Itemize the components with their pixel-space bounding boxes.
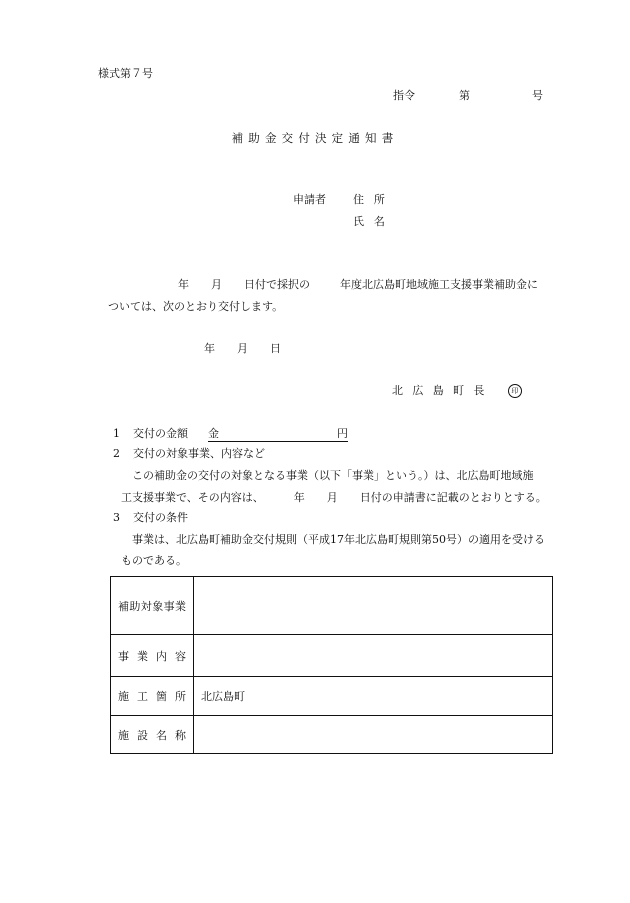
item-2-tsuki: 月	[326, 491, 338, 504]
item-3-text-2: ものである。	[121, 554, 187, 567]
address-label: 住所	[353, 193, 395, 206]
item-3-label: 交付の条件	[133, 511, 188, 524]
item-2-text-2	[121, 491, 547, 505]
date-nen: 年	[204, 342, 215, 355]
table-value-cell	[194, 716, 553, 754]
table-header-cell	[111, 716, 194, 754]
table-row	[111, 716, 553, 754]
item-2-label: 交付の対象事業、内容など	[133, 447, 265, 460]
issue-date	[204, 342, 281, 356]
body-line-2: ついては、次のとおり交付します。	[108, 300, 284, 313]
body-line-1	[178, 278, 538, 292]
table-header-cell	[111, 677, 194, 716]
ref-dai: 第	[459, 89, 470, 102]
item-2-text-1: この補助金の交付の対象となる事業（以下「事業」という。）は、北広島町地域施	[132, 469, 534, 482]
applicant-label: 申請者	[293, 193, 326, 206]
amount-field	[208, 427, 348, 442]
reference-number	[393, 89, 543, 103]
amount-kin: 金	[208, 427, 219, 440]
table-value-cell	[194, 635, 553, 677]
item-3	[113, 511, 188, 525]
item-2	[113, 447, 265, 461]
table-row	[111, 635, 553, 677]
table-header-cell	[111, 577, 194, 635]
table-row	[111, 577, 553, 635]
ref-prefix: 指令	[393, 89, 415, 102]
table-value-cell	[194, 577, 553, 635]
body-hi: 日付で採択の	[244, 278, 310, 291]
seal-icon: 印	[508, 384, 522, 398]
date-hi: 日	[270, 342, 281, 355]
body-nen: 年	[178, 278, 189, 291]
item-2-text-a: 工支援事業で、その内容は、	[121, 491, 264, 504]
row-label: 施工箇所	[118, 690, 186, 703]
mayor-title: 北広島町長	[392, 384, 494, 397]
item-1-number: 1	[113, 427, 120, 440]
date-tsuki: 月	[237, 342, 248, 355]
item-3-number: 3	[113, 511, 120, 524]
item-2-number: 2	[113, 447, 120, 460]
table-row	[111, 677, 553, 716]
item-2-nen: 年	[293, 491, 305, 504]
body-project-year: 年度北広島町地域施工支援事業補助金に	[340, 278, 538, 291]
item-1-label: 交付の金額	[133, 427, 188, 440]
item-3-text-1: 事業は、北広島町補助金交付規則（平成17年北広島町規則第50号）の適用を受ける	[132, 533, 545, 546]
amount-yen: 円	[337, 427, 348, 440]
item-2-text-b: 日付の申請書に記載のとおりとする。	[359, 491, 547, 504]
body-tsuki: 月	[211, 278, 222, 291]
table-header-cell	[111, 635, 194, 677]
signer	[392, 384, 522, 398]
ref-go: 号	[532, 89, 543, 102]
row-label: 施設名称	[118, 728, 186, 742]
project-info-table	[110, 576, 553, 754]
form-number: 様式第７号	[98, 67, 153, 80]
document-title: 補助金交付決定通知書	[231, 131, 399, 145]
row-label: 事業内容	[118, 649, 186, 663]
row-label: 補助対象事業	[118, 599, 186, 613]
name-label: 氏名	[353, 215, 395, 228]
item-1	[113, 427, 348, 442]
table-value-cell: 北広島町	[194, 677, 553, 716]
